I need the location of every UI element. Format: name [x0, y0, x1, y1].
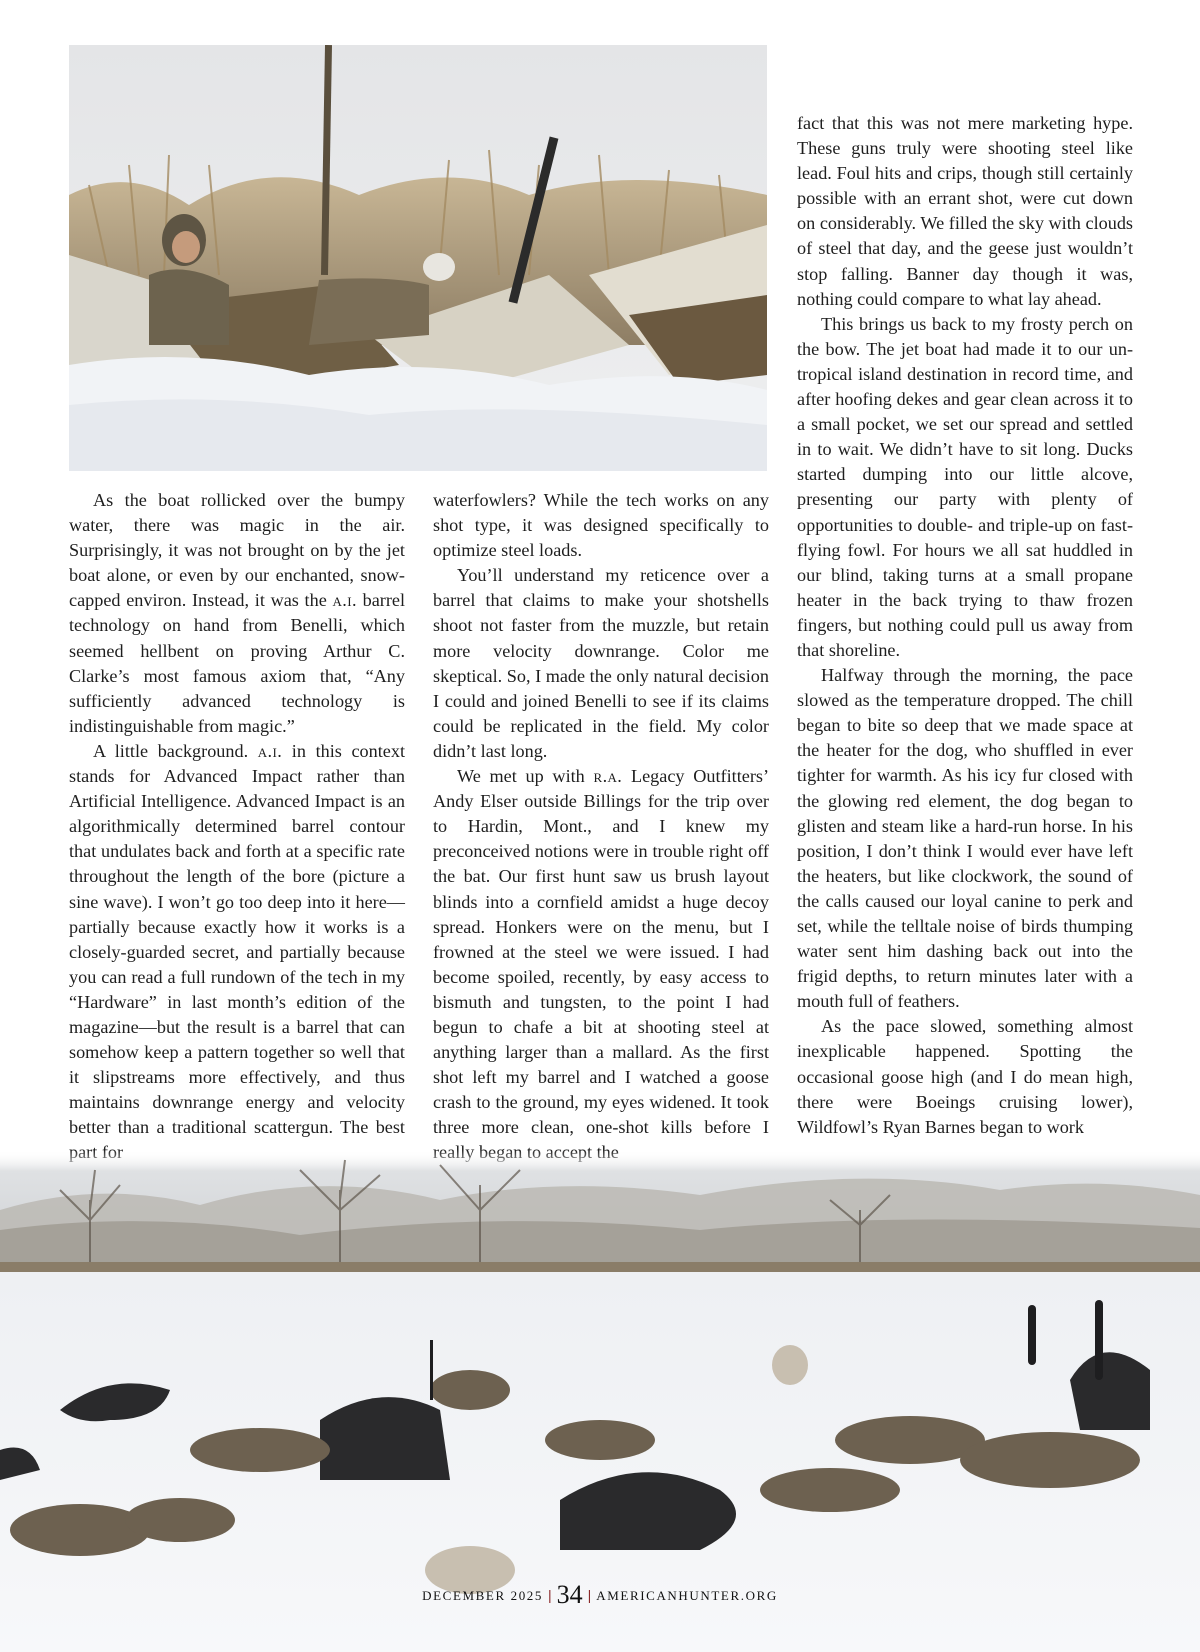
paragraph-text: Legacy Outfitters’ Andy Elser outside Billings for the trip over to Hardin, Mont., and I knew my preconceived notions were in trouble right off the bat. Our first hunt saw us brush layout blinds into a cornfield amidst a huge decoy spread. Honkers were on the menu, but I frowned at the steel we were issued. I had become spoiled, recently, by easy access to bismuth and tungsten, to the point I had begun to chafe a bit at shooting steel at anything larger than a mallard. As the first shot left my barrel and I watched a goose crash to the ground, my eyes widened. It took three more clean, one-shot kills before I — [433, 766, 770, 1138]
paragraph: You’ll understand my reticence over a barrel that claims to make your shotshells shoot not faster from the muzzle, but retain more velocity downrange. Color me skeptical. So, I made the only natural decision I could and joined Benelli to see if its claims could be replicated in the field. My color didn’t last long. — [433, 565, 769, 761]
paragraph-text: As the boat rollicked over the bumpy water, there was magic in the air. Surprisingly, it was not brought on by the jet boat alone, or even by our enchanted, snow-capped environ. Instead, it was the — [69, 490, 405, 611]
ra-abbreviation: r.a. — [593, 766, 623, 787]
ai-abbreviation: a.i. — [257, 740, 283, 761]
paragraph-text: A little background. — [93, 740, 249, 761]
page-number: 34 — [556, 1580, 583, 1609]
paragraph-text: barrel technology on hand from Benelli, which seemed hellbent on proving Arthur C. Clarke’s most famous axiom that, “Any sufficiently advanced technology is indistinguishable from magic.” — [69, 590, 406, 736]
issue-date: DECEMBER 2025 — [422, 1588, 543, 1603]
page-footer — [0, 1580, 1200, 1610]
hunters-in-layout-blinds-photo — [69, 45, 767, 471]
paragraph: As the pace slowed, something almost inexplicable happened. Spotting the occasional goose high (and I do mean high, there were Boeings cruising lower), Wildfowl’s Ryan Barnes began to work — [797, 1016, 1133, 1137]
paragraph — [69, 739, 405, 1166]
paragraph: fact that this was not mere marketing hype. These guns truly were shooting steel like lead. Foul hits and crips, though still certainly possible with an errant shot, were cut down on considerably. We filled the sky with clouds of steel that day, and the geese just wouldn’t stop falling. Banner day though it was, nothing could compare to what lay ahead. — [797, 113, 1133, 309]
folio-divider: | — [548, 1587, 552, 1603]
paragraph-text: in this context stands for Advanced Impact rather than Artificial Intelligence. Advanced Impact is an algorithmically determined barrel contour that undulates back and forth at a specific rate throughout the length of the bore (picture a sine wave). I won’t go too deep into it here—partially because exactly how it works is a closely-guarded secret, and partially because you can read a full rundown of the tech in my “Hardware” in last month’s edition of the magazine—but the result is a barrel that can somehow keep a pattern together so well that it slipstreams more effectively, and thus maintains downrange energy and velocity better than a traditional scattergun. The best — [69, 740, 405, 1138]
paragraph — [433, 764, 769, 1166]
article-column-2 — [433, 488, 769, 1166]
article-column-3 — [797, 111, 1133, 1140]
paragraph: Halfway through the morning, the pace slowed as the temperature dropped. The chill began to bite so deep that we made space at the heater for the dog, who shuffled in ever tighter for warmth. As his icy fur closed with the glowing red element, the dog began to glisten and steam like a hard-run horse. In his position, I don’t think I would ever have left the heaters, but like clockwork, the sound of the calls caused our loyal canine to perk and set, while the telltale noise of birds thumping water sent him dashing back out into the frigid depths, to return minutes later with a mouth full of feathers. — [797, 665, 1133, 1012]
folio-divider: | — [587, 1587, 592, 1603]
paragraph: This brings us back to my frosty perch on the bow. The jet boat had made it to our un-tropical island destination in record time, and after hoofing dekes and gear clean across it to a small pocket, we set our spread and settled in to wait. We didn’t have to sit long. Ducks started dumping into our little alcove, presenting our party with plenty of opportunities to double- and triple-up on fast-flying fowl. For hours we all sat huddled in our blind, taking turns at a small propane heater in the back trying to thaw frozen fingers, but nothing could pull us away from that shoreline. — [797, 313, 1133, 660]
ai-abbreviation: a.i. — [332, 590, 357, 611]
paragraph-text: We met up with — [457, 766, 585, 787]
paragraph — [69, 488, 405, 739]
goose-decoy-field-photo — [0, 1150, 1200, 1652]
paragraph: waterfowlers? While the tech works on any shot type, it was designed specifically to optimize steel loads. — [433, 490, 769, 561]
website-url: AMERICANHUNTER.ORG — [596, 1588, 778, 1603]
article-column-1 — [69, 488, 405, 1166]
